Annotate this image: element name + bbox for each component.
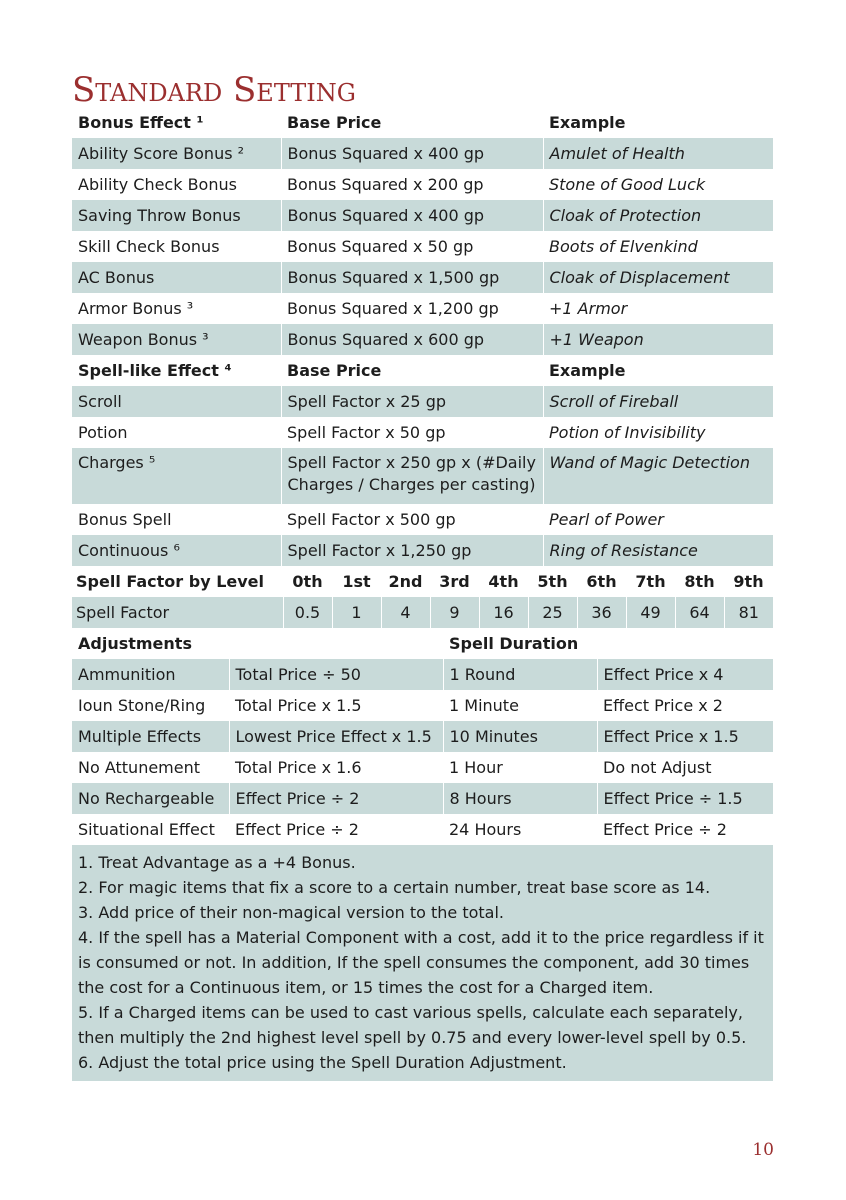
table-row xyxy=(72,659,773,690)
adjustment-name: Ioun Stone/Ring xyxy=(78,695,206,715)
adjustment-name: Multiple Effects xyxy=(72,721,229,752)
pricing-content xyxy=(72,107,773,1081)
adjustment-value: Total Price x 1.6 xyxy=(235,757,362,777)
example-cell: Stone of Good Luck xyxy=(549,174,706,194)
price-cell: Bonus Squared x 200 gp xyxy=(287,174,484,194)
bonus-table-body xyxy=(72,107,773,355)
duration-value: Do not Adjust xyxy=(603,757,712,777)
effect-cell: Skill Check Bonus xyxy=(78,236,220,256)
adjustments-table xyxy=(72,628,773,845)
price-cell: Bonus Squared x 400 gp xyxy=(281,138,543,169)
adjustment-value: Effect Price ÷ 2 xyxy=(229,783,443,814)
table-row xyxy=(72,417,773,448)
column-header: Adjustments xyxy=(78,633,192,653)
duration-value: Effect Price ÷ 1.5 xyxy=(597,783,773,814)
effect-cell: Ability Score Bonus ² xyxy=(72,138,281,169)
factor-cell: 1 xyxy=(332,597,381,628)
duration-name: 1 Hour xyxy=(449,757,503,777)
table-row xyxy=(72,169,773,200)
adjustment-name: Ammunition xyxy=(72,659,229,690)
table-row xyxy=(72,721,773,752)
factor-cell: 25 xyxy=(528,597,577,628)
example-cell: +1 Armor xyxy=(549,298,628,318)
table-row xyxy=(72,324,773,355)
effect-cell: Saving Throw Bonus xyxy=(72,200,281,231)
price-cell: Bonus Squared x 600 gp xyxy=(281,324,543,355)
example-cell: Pearl of Power xyxy=(549,509,664,529)
duration-name: 1 Round xyxy=(443,659,597,690)
footnotes-box xyxy=(72,845,773,1081)
duration-value: Effect Price x 2 xyxy=(603,695,723,715)
table-row xyxy=(72,293,773,324)
level-header: 6th xyxy=(586,571,617,591)
level-header: 0th xyxy=(292,571,323,591)
spell-factor-table xyxy=(72,566,773,628)
column-header: Example xyxy=(549,112,626,132)
adjust-header-row xyxy=(72,628,773,659)
price-cell: Bonus Squared x 1,500 gp xyxy=(281,262,543,293)
adjustment-value: Effect Price ÷ 2 xyxy=(235,819,359,839)
duration-value: Effect Price x 1.5 xyxy=(597,721,773,752)
effect-cell: Weapon Bonus ³ xyxy=(72,324,281,355)
effect-cell: AC Bonus xyxy=(72,262,281,293)
price-cell: Spell Factor x 1,250 gp xyxy=(281,535,543,566)
factor-cell: 36 xyxy=(577,597,626,628)
spell-table-body xyxy=(72,355,773,566)
column-header: Bonus Effect ¹ xyxy=(78,112,204,132)
duration-name: 10 Minutes xyxy=(443,721,597,752)
factor-cell: 0.5 xyxy=(283,597,332,628)
table-row xyxy=(72,783,773,814)
factor-cell: 49 xyxy=(626,597,675,628)
adjustment-name: No Attunement xyxy=(78,757,201,777)
duration-value: Effect Price x 4 xyxy=(597,659,773,690)
example-cell: Boots of Elvenkind xyxy=(549,236,698,256)
level-header: 7th xyxy=(635,571,666,591)
adjustment-value: Lowest Price Effect x 1.5 xyxy=(229,721,443,752)
example-cell: Amulet of Health xyxy=(543,138,773,169)
factor-cell: 4 xyxy=(381,597,430,628)
footnote: 5. If a Charged items can be used to cast various spells, calculate each separately, then multiply the 2nd highest level spell by 0.75 and every lower-level spell by 0.5. xyxy=(78,1003,747,1047)
level-header: 1st xyxy=(342,571,371,591)
footnote: 6. Adjust the total price using the Spell Duration Adjustment. xyxy=(78,1053,567,1072)
price-cell: Spell Factor x 50 gp xyxy=(287,422,446,442)
footnote: 4. If the spell has a Material Component with a cost, add it to the price regardless if it is consumed or not. In addition, If the spell consumes the component, add 30 times the cost for a Continuous item, or 15 times the cost for a Charged item. xyxy=(78,928,764,997)
table-row xyxy=(72,138,773,169)
factor-cell: 64 xyxy=(675,597,724,628)
column-header: Base Price xyxy=(287,360,382,380)
level-header-row xyxy=(72,566,773,597)
adjustment-value: Total Price x 1.5 xyxy=(235,695,362,715)
price-table xyxy=(72,107,773,566)
column-header: Base Price xyxy=(287,112,382,132)
level-header: 3rd xyxy=(439,571,470,591)
example-cell: Cloak of Displacement xyxy=(543,262,773,293)
table-row xyxy=(72,504,773,535)
example-cell: Scroll of Fireball xyxy=(543,386,773,417)
adjustment-name: Situational Effect xyxy=(78,819,215,839)
price-cell: Spell Factor x 500 gp xyxy=(287,509,456,529)
effect-cell: Armor Bonus ³ xyxy=(78,298,194,318)
factor-cell: 9 xyxy=(430,597,479,628)
example-cell: Potion of Invisibility xyxy=(549,422,706,442)
page-number: 10 xyxy=(752,1140,774,1160)
price-cell: Bonus Squared x 1,200 gp xyxy=(287,298,499,318)
factor-cell: 81 xyxy=(724,597,773,628)
level-header: 2nd xyxy=(388,571,423,591)
level-header: 5th xyxy=(537,571,568,591)
level-header: 8th xyxy=(684,571,715,591)
page-title: Standard Setting xyxy=(72,70,356,110)
effect-cell: Bonus Spell xyxy=(78,509,172,529)
duration-name: 1 Minute xyxy=(449,695,519,715)
table-row xyxy=(72,386,773,417)
footnote: 2. For magic items that fix a score to a certain number, treat base score as 14. xyxy=(78,878,711,897)
bonus-header-row xyxy=(72,107,773,138)
table-row xyxy=(72,448,773,504)
price-cell: Bonus Squared x 400 gp xyxy=(281,200,543,231)
example-cell: +1 Weapon xyxy=(543,324,773,355)
level-header: 4th xyxy=(488,571,519,591)
example-cell: Wand of Magic Detection xyxy=(543,448,773,504)
row-label: Spell Factor by Level xyxy=(76,571,265,591)
example-cell: Cloak of Protection xyxy=(543,200,773,231)
price-cell: Bonus Squared x 50 gp xyxy=(287,236,474,256)
adjustment-name: No Rechargeable xyxy=(72,783,229,814)
column-header: Spell Duration xyxy=(449,633,579,653)
table-row xyxy=(72,262,773,293)
factor-row xyxy=(72,597,773,628)
factor-cell: 16 xyxy=(479,597,528,628)
column-header: Spell-like Effect ⁴ xyxy=(78,360,232,380)
duration-name: 24 Hours xyxy=(449,819,522,839)
table-row xyxy=(72,690,773,721)
level-header: 9th xyxy=(733,571,764,591)
footnote: 1. Treat Advantage as a +4 Bonus. xyxy=(78,853,356,872)
effect-cell: Continuous ⁶ xyxy=(72,535,281,566)
table-row xyxy=(72,200,773,231)
table-row xyxy=(72,752,773,783)
effect-cell: Scroll xyxy=(72,386,281,417)
footnote: 3. Add price of their non-magical version to the total. xyxy=(78,903,505,922)
effect-cell: Charges ⁵ xyxy=(72,448,281,504)
duration-value: Effect Price ÷ 2 xyxy=(603,819,727,839)
column-header: Example xyxy=(549,360,626,380)
adjustment-value: Total Price ÷ 50 xyxy=(229,659,443,690)
row-label: Spell Factor xyxy=(72,597,283,628)
table-row xyxy=(72,814,773,845)
spell-header-row xyxy=(72,355,773,386)
table-row xyxy=(72,231,773,262)
effect-cell: Potion xyxy=(78,422,128,442)
example-cell: Ring of Resistance xyxy=(543,535,773,566)
price-cell: Spell Factor x 250 gp x (#Daily Charges / Charges per casting) xyxy=(281,448,543,504)
table-row xyxy=(72,535,773,566)
effect-cell: Ability Check Bonus xyxy=(78,174,237,194)
duration-name: 8 Hours xyxy=(443,783,597,814)
price-cell: Spell Factor x 25 gp xyxy=(281,386,543,417)
